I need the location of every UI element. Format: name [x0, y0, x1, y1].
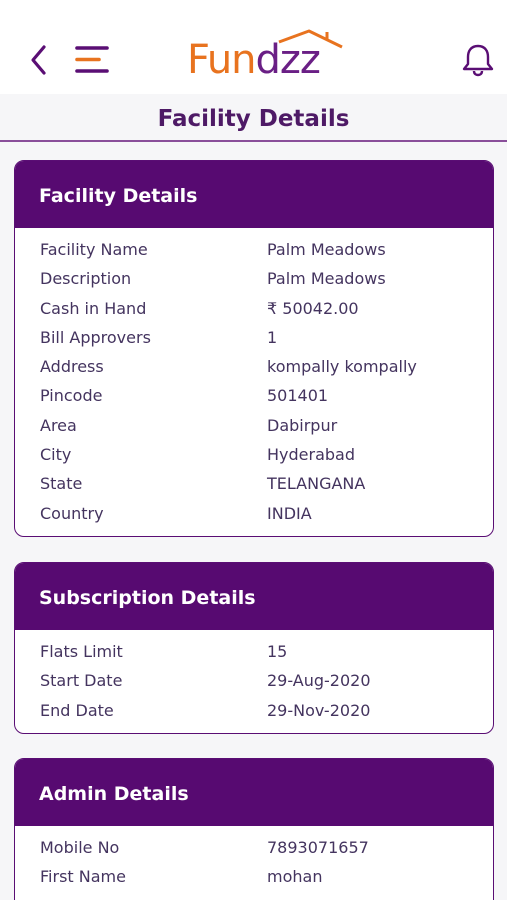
logo-text-fun: Fun	[187, 37, 256, 83]
detail-row	[15, 412, 493, 441]
detail-value: 501401	[267, 386, 329, 406]
menu-button[interactable]	[72, 44, 112, 76]
detail-label: Description	[40, 269, 132, 289]
detail-label: Flats Limit	[40, 642, 123, 661]
admin-details-card	[14, 758, 494, 900]
detail-label: Address	[40, 357, 104, 377]
detail-label: Start Date	[40, 671, 123, 691]
page-title: Facility Details	[157, 106, 350, 132]
subscription-details-card-title: Subscription Details	[15, 563, 493, 630]
fundzz-logo	[184, 26, 346, 84]
detail-label: Bill Approvers	[40, 327, 151, 347]
detail-row	[15, 265, 493, 294]
hamburger-menu-icon	[72, 44, 112, 76]
detail-label: Mobile No	[40, 838, 120, 857]
facility-details-card-title: Facility Details	[15, 161, 493, 228]
detail-row	[15, 697, 493, 726]
app-header	[0, 0, 507, 94]
detail-value: 29-Aug-2020	[267, 671, 371, 691]
facility-details-card	[14, 160, 494, 537]
detail-row	[15, 863, 493, 892]
detail-row	[15, 638, 493, 667]
detail-row	[15, 236, 493, 265]
detail-label: Facility Name	[40, 240, 148, 259]
detail-value: mohan	[267, 867, 323, 887]
detail-value: Hyderabad	[267, 445, 355, 465]
subscription-details-card	[14, 562, 494, 734]
logo-wordmark	[187, 35, 320, 85]
detail-value: Palm Meadows	[267, 269, 386, 289]
detail-value: Palm Meadows	[267, 240, 386, 259]
detail-label: End Date	[40, 700, 114, 720]
detail-row	[15, 353, 493, 382]
detail-row	[15, 470, 493, 499]
detail-value: 29-Nov-2020	[267, 700, 371, 720]
detail-label: Area	[40, 415, 77, 435]
notifications-button[interactable]	[458, 42, 498, 78]
detail-value: kompally kompally	[267, 357, 417, 377]
detail-label: Cash in Hand	[40, 298, 147, 318]
detail-value: Dabirpur	[267, 415, 338, 435]
detail-value: INDIA	[267, 503, 312, 523]
detail-label: Pincode	[40, 386, 103, 406]
admin-details-card-title: Admin Details	[15, 759, 493, 826]
bell-icon	[458, 42, 498, 78]
detail-value: ₹ 50042.00	[267, 298, 359, 318]
logo-text-dzz: dzz	[255, 37, 320, 83]
detail-value: 15	[267, 642, 288, 661]
detail-label: First Name	[40, 867, 126, 887]
detail-label: City	[40, 445, 72, 465]
detail-row	[15, 324, 493, 353]
back-button[interactable]	[26, 40, 56, 80]
detail-row	[15, 441, 493, 470]
detail-label: State	[40, 474, 83, 494]
detail-row	[15, 500, 493, 529]
detail-row	[15, 667, 493, 696]
page-title-bar	[0, 94, 507, 142]
detail-value: 1	[267, 327, 278, 347]
detail-label: Country	[40, 503, 104, 523]
back-arrow-icon	[26, 40, 56, 80]
detail-row	[15, 834, 493, 863]
detail-value: TELANGANA	[267, 474, 366, 494]
detail-row	[15, 382, 493, 411]
detail-row	[15, 295, 493, 324]
detail-value: 7893071657	[267, 838, 369, 857]
